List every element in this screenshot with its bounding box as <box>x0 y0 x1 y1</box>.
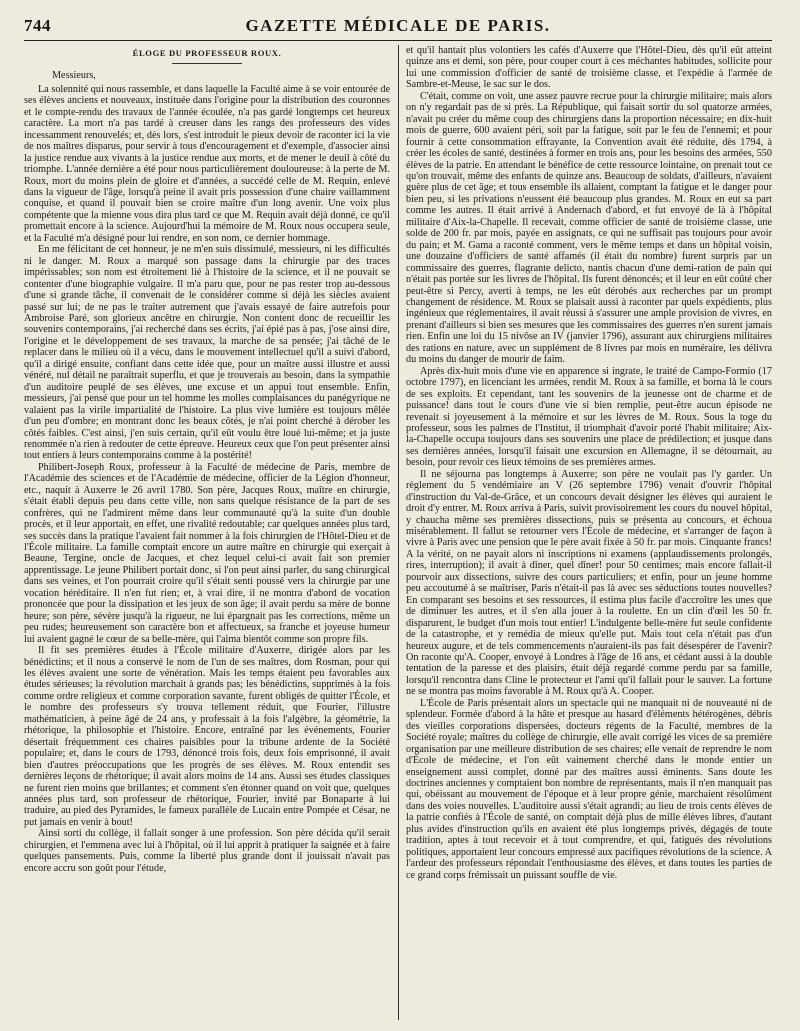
two-column-body <box>24 45 772 1020</box>
article-title: ÉLOGE DU PROFESSEUR ROUX. <box>24 48 390 64</box>
left-column <box>24 45 390 1020</box>
paragraph: Il ne séjourna pas longtemps à Auxerre; son père ne voulait pas l'y garder. Un règlement du 5 vendémiaire an V (26 septembre 1796) venait d'ouvrir l'hôpital d'instruction du Val-de-Grâce, et un concours devait désigner les élèves qui auraient le droit d'y entrer. M. Roux arriva à Paris, suivit provisoirement les cours du nouvel hôpital, y chaucha même ses premières dissections, puis se présenta au concours, et échoua misérablement. Il fallut se retourner vers l'École de médecine, et s'arranger de façon à vivre à Paris avec une pension que le père avait fixée à 50 fr. par mois. Cinquante francs! A la vérité, on ne payait alors ni inscriptions ni examens (applaudissements prolongés, rires, interruption); il avait à dîner, quel dîner! pour 50 centimes; mais encore fallait-il pourvoir aux dissections, suivre des cours particuliers; et enfin, pour un jeune homme peu accoutumé à se maîtriser, Paris n'était-il pas là avec ses séductions toutes nouvelles? En comparant ses besoins et ses ressources, il estima plus facile d'accroître les unes que de diminuer les autres, et il s'en alla jouer à la roulette. En un clin d'œil les 50 fr. disparurent, le budget d'un mois tout entier! L'indulgente belle-mère fut seule confidente de la catastrophe, et y remédia de mieux qu'elle put. Mais tout cela n'était pas d'un heureux augure, et de tels commencements n'auraient-ils pas fait désespérer de l'avenir? On raconte qu'A. Cooper, envoyé à Londres à l'âge de 16 ans, et cédant aussi à la double tentation de la paresse et des plaisirs, était déjà regardé comme perdu par sa famille, lorsqu'il rencontra dans Cline le protecteur et l'ami qu'il fallait pour le sauver. La fortune ne se montra pas moins favorable à M. Roux qu'à A. Cooper. <box>406 468 772 698</box>
column-divider <box>398 45 399 1020</box>
paragraph: C'était, comme on voit, une assez pauvre recrue pour la chirurgie militaire; mais alors on n'y regardait pas de si près. La République, qui faisait sortir du sol quatorze armées, n'avait pu créer du même coup des chirurgiens dans la proportion nécessaire; en dix-huit mois de guerre, 600 avaient péri, soit par la fatigue, soit par le feu de l'ennemi; et pour fournir à cette consommation effrayante, la Convention avait été réduite, dès 1794, à créer les écoles de santé, destinées à former en trois ans, pour les besoins des armées, 550 élèves de la patrie. En attendant le bénéfice de cette ressource lointaine, on prenait tout ce qu'on trouvait, même des enfants de quinze ans. Beaucoup de soldats, d'ailleurs, n'avaient guère plus de cet âge; et tous ensemble ils allaient, comptant la fatigue et le danger pour bien peu, si les privations n'eussent été beaucoup plus grandes. M. Roux en eut sa part comme les autres. Il était arrivé à Andernach d'abord, et fut envoyé de là à l'hôpital militaire d'Aix-la-Chapelle. Il recevait, comme officier de santé de troisième classe, une solde de 200 fr. par mois, payée en assignats, ce qui ne suffisait pas toujours pour avoir du pain; et M. Gama a raconté comment, vers le même temps et dans un hôpital voisin, une douzaine d'officiers de santé affamés (il était du nombre) furent surpris par un commissaire des guerres, flagrante delicto, nantis chacun d'une demi-ration de pain qui n'était pas portée sur les livres de l'hôpital. Ils furent dénoncés; et il leur en eût coûté cher peut-être si Percy, averti à temps, ne les eût dérobés aux recherches par un prompt changement de résidence. M. Roux se plaisait aussi à raconter par quels expédients, plus ingénieux que réglementaires, il avait réussi à s'assurer une ample provision de vivres, en prenant d'ailleurs si bien ses mesures que les commissaires des guerres n'en surent jamais rien. Enfin une loi du 15 nivôse an IV (janvier 1796), assurant aux chirurgiens militaires des rations en nature, avec un supplément de 8 livres par mois en numéraire, les délivra du moins du danger de mourir de faim. <box>406 90 772 366</box>
page-number: 744 <box>24 16 51 35</box>
header-rule <box>24 40 772 41</box>
paragraph: En me félicitant de cet honneur, je ne m'en suis dissimulé, messieurs, ni les difficultés ni le danger. M. Roux a marqué son passage dans la chirurgie par des traces impérissables; son nom est étroitement lié à l'histoire de la science, et il ne pouvait se contenter d'une biographie vulgaire. Il m'a paru que, pour ne pas rester trop au-dessous d'une si grande tâche, il convenait de le considérer comme si déjà les siècles avaient passé sur lui; de ne pas le traiter autrement que j'avais essayé de faire autrefois pour Ambroise Paré, son glorieux ancêtre en chirurgie. Non content donc de recueillir les souvenirs contemporains, j'ai recherché dans ses écrits, j'ai épié pas à pas, j'ose ainsi dire, l'origine et le développement de ses travaux, la marche de sa pensée; j'ai tâché de le replacer dans le milieu où il a vécu, dans le mouvement intellectuel qu'il a suivi d'abord, qu'il a dirigé ensuite, confiant dans cette idée que, pour un maître aussi illustre et aussi vénéré, nul détail ne paraîtrait superflu, et que je trouverais au besoin, dans la sympathie d'un auditoire peuplé de ses élèves, une excuse et un appui tout ensemble. Enfin, messieurs, j'ai pensé que pour un tel homme les molles complaisances du panégyrique ne valaient pas la virile impartialité de l'histoire. La plus vive lumière est toujours mêlée d'un peu d'ombre; en montrant donc les beaux côtés, je n'ai point cherché à dérober les côtés faibles. C'est ainsi, j'en suis certain, qu'il eût voulu être loué lui-même; et ja juste renommée n'a rien à redouter de cette épreuve. Heureux ceux que l'on peut présenter ainsi tout entiers à leurs contemporains comme à la postérité! <box>24 244 390 462</box>
journal-title: GAZETTE MÉDICALE DE PARIS. <box>245 16 551 35</box>
paragraph: Après dix-huit mois d'une vie en apparence si ingrate, le traité de Campo-Formio (17 octobre 1797), en licenciant les armées, rendit M. Roux à sa famille, et borna là le cours de ses exploits. Et cependant, tant les souvenirs de la jeunesse ont de charme et de puissance! dans tout le cours d'une vie si bien remplie, peut-être aucun épisode ne revenait si joyeusement à la mémoire et sur les lèvres de M. Roux. Sous la toge du professeur, sous les palmes de l'Institut, il triomphait d'avoir porté l'habit militaire; Aix-la-Chapelle occupa toujours dans ses souvenirs une place de prédilection; et jusque dans ses dernières années, lorsqu'il faisait une excursion en Allemagne, il se détournait, au besoin, pour revoir ces lieux témoins de ses premières armes. <box>406 365 772 469</box>
paragraph-continued: et qu'il hantait plus volontiers les cafés d'Auxerre que l'Hôtel-Dieu, dès qu'il eût atteint quinze ans et demi, son père, pour couper court à ces méchantes habitudes, sollicite pour lui une commission d'officier de santé de troisième classe, et l'expédie à l'armée de Sambre-et-Meuse, le sac sur le dos. <box>406 45 772 91</box>
page-header <box>24 10 772 36</box>
right-column <box>406 45 772 1020</box>
salutation: Messieurs, <box>52 70 96 82</box>
paragraph: L'École de Paris présentait alors un spectacle qui ne manquait ni de nouveauté ni de splendeur. Formée d'abord à la hâte et presque au hasard d'éléments hétérogènes, débris des vieilles corporations dispersées, docteurs régents de la Faculté, membres de la Société royale; maîtres du collège de chirurgie, elle avait corrigé les vices de sa première organisation par une meilleure distribution de ses chaires; elle venait de reprendre le nom d'École de médecine, et l'on eût vainement cherché dans le monde entier un enseignement aussi complet, donné par des maîtres aussi éminents. Sans doute les doctrines anciennes y comptaient bon nombre de représentants, mais il n'en manquait pas qui, obéissant au mouvement de l'époque et à leur propre génie, marchaient résolûment dans des voies nouvelles. L'auditoire aussi s'était agrandi; au lieu de trois cents élèves de la patrie confiés à l'École de santé, on comptait déjà plus de mille élèves libres, d'autant plus avides d'instruction qu'ils en avaient été plus longtemps privés, dégagés de toute tradition, aptes à tout recevoir et à tout comprendre, et qui, fatigués des révolutions politiques, apportaient leur concours empressé aux pacifiques révolutions de la science. A l'ardeur des professeurs répondait l'enthousiasme des élèves, et dans toutes les parties de ce grand corps frémissait un puissant souffle de vie. <box>406 697 772 881</box>
paragraph: La solennité qui nous rassemble, et dans laquelle la Faculté aime à se voir entourée de ses élèves anciens et nouveaux, instituée dans l'origine pour la distribution des couronnes et le compte-rendu des travaux de l'année écoulée, n'a pas gardé longtemps cet heureux caractère. La mort n'a pas tardé à creuser dans les rangs des professeurs des vides incessamment renouvelés; et, dès lors, s'est introduit le pieux devoir de raconter ici la vie de nos maîtres disparus, pour servir à tous d'encouragement et d'exemple, d'associer ainsi la justice rendue aux vivants à la justice rendue aux morts, et de mener le deuil à côté du triomphe. L'année dernière a été pour nous particulièrement douloureuse: à la perte de M. Roux, mort du moins plein de gloire et d'années, a succédé celle de M. Requin, enlevé dans la vigueur de l'âge, lorsqu'à peine il avait pris possession d'une chaire vaillamment conquise, et quand il pouvait bien se croire maître d'un long avenir. Une voix plus compétente que la mienne vous dira plus tard ce que M. Requin avait déjà donné, ce qu'il promettait encore à la science. Aujourd'hui la mémoire de M. Roux nous occupera seule, et la Faculté m'a désigné pour lui rendre, en son nom, ce dernier hommage. <box>24 83 390 244</box>
paragraph: Ainsi sorti du collège, il fallait songer à une profession. Son père décida qu'il serait chirurgien, et l'emmena avec lui à l'hôpital, où il lui apprit à pratiquer la saignée et à faire quelques pansements. Puis, comme la liberté plus grande dont il jouissait n'avait pas encore accru son goût pour l'étude, <box>24 828 390 874</box>
paragraph: Philibert-Joseph Roux, professeur à la Faculté de médecine de Paris, membre de l'Académie des sciences et de l'Académie de médecine, officier de la Légion d'honneur, etc., naquit à Auxerre le 26 avril 1780. Son père, Jacques Roux, maître en chirurgie, s'était établi depuis peu dans cette ville, non sans quelque résistance de la part de ses confrères, qui ne l'admirent même dans leur communauté qu'à la suite d'un double procès, et il leur apportait, en effet, une rivalité redoutable; car quelques années plus tard, ses succès dans la pratique l'avaient fait nommer à la fois chirurgien de l'Hôtel-Dieu et de l'École militaire. La famille comptait encore un autre maître en chirurgie qui exerçait à Beaune, Tergine, oncle de Jacques, et chez lequel celui-ci avait fait son premier apprentissage. Le jeune Philibert portait donc, si l'on peut ainsi parler, du sang chirurgical dans ses veines, et l'on pourrait croire qu'il s'était senti poussé vers la chirurgie par une vocation héréditaire. Il n'en fut rien; et, à vrai dire, il ne montra d'abord de vocation prononcée que pour la dissipation et les jeux de son âge; il avait perdu sa mère de bonne heure; son père, sévère jusqu'à la rigueur, ne lui épargnait pas les corrections, même un peu rudes; heureusement son caractère bon et affectueux, sa franche et joyeuse humeur lui avaient gagné le cœur de sa belle-mère, qui l'aima bientôt comme son propre fils. <box>24 461 390 645</box>
paragraph: Il fit ses premières études à l'École militaire d'Auxerre, dirigée alors par les bénédictins; et il nous a conservé le nom de l'un de ses maîtres, dom Rosman, pour qui les élèves avaient une sorte de vénération. Mais les temps étaient peu favorables aux études sérieuses; la révolution marchait à grands pas; les bénédictins, supprimés à la fois comme ordre religieux et comme corporation savante, furent obligés de quitter l'École, et le nombre des professeurs s'y trouva tellement réduit, que Fourier, l'illustre mathématicien, à peine âgé de 24 ans, y professait à la fois l'algèbre, la géométrie, la rhétorique, la philosophie et l'histoire. Encore, entraîné par les événements, Fourier désertait fréquemment ces chaires paisibles pour la tribune ardente de la Société populaire; et, dans le cours de 1793, dénoncé trois fois, deux fois emprisonné, il avait bien d'autres préoccupations que les progrès de ses élèves. M. Roux entendit ses dernières leçons de rhétorique; il avait alors moins de 14 ans. Aussi ses études classiques ne furent rien moins que brillantes; et comment s'en étonner quand on voit que, quelques années plus tard, son professeur de rhétorique, Fourier, invité par Bonaparte à lui traduire, au pied des Pyramides, le fameux parallèle de Lucain entre Pompée et César, ne put jamais en venir à bout! <box>24 645 390 828</box>
